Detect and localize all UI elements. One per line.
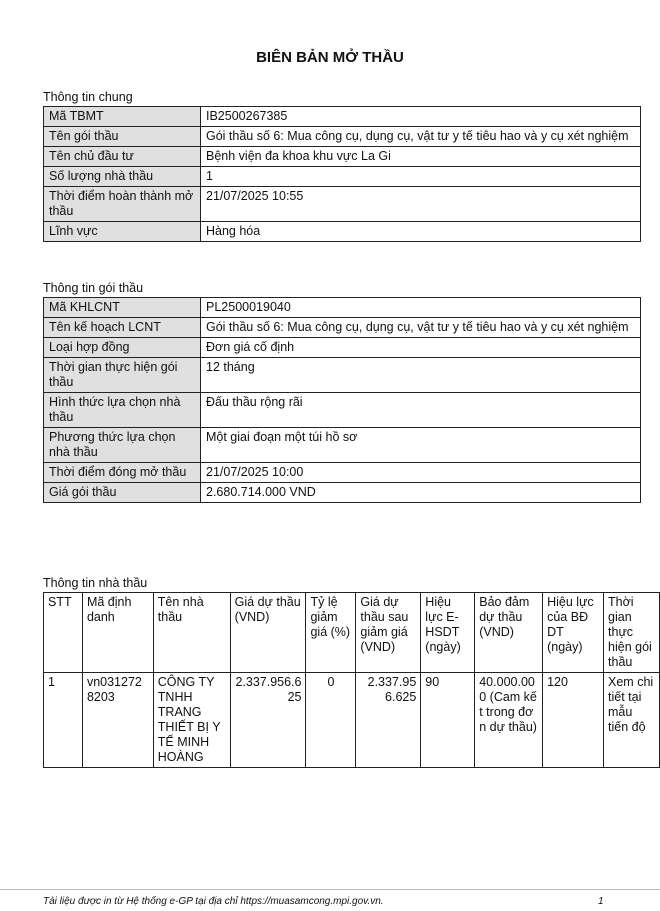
table-row	[44, 107, 641, 127]
table-row	[44, 298, 641, 318]
document-title: BIÊN BẢN MỞ THẦU	[256, 49, 404, 66]
row-label: Tên kế hoạch LCNT	[44, 318, 201, 338]
table-row	[44, 338, 641, 358]
column-header: Hiệu lực E-HSDT (ngày)	[421, 593, 475, 673]
row-label: Mã TBMT	[44, 107, 201, 127]
package-info-table	[43, 297, 641, 503]
row-value: Hàng hóa	[201, 222, 641, 242]
table-row	[44, 147, 641, 167]
row-label: Hình thức lựa chọn nhà thầu	[44, 393, 201, 428]
row-value: Đấu thầu rộng rãi	[201, 393, 641, 428]
row-value: Gói thầu số 6: Mua công cụ, dụng cụ, vật tư y tế tiêu hao và y cụ xét nghiệm	[201, 127, 641, 147]
table-row	[44, 127, 641, 147]
row-label: Tên chủ đầu tư	[44, 147, 201, 167]
table-row	[44, 463, 641, 483]
column-header: Tên nhà thầu	[153, 593, 230, 673]
table-row	[44, 393, 641, 428]
table-cell: 40.000.000 (Cam kết trong đơn dự thầu)	[475, 673, 543, 768]
table-row	[44, 187, 641, 222]
row-value: PL2500019040	[201, 298, 641, 318]
table-row	[44, 222, 641, 242]
column-header: Thời gian thực hiện gói thầu	[604, 593, 660, 673]
column-header: Bảo đảm dự thầu (VND)	[475, 593, 543, 673]
table-cell: 2.337.956.625	[356, 673, 421, 768]
footer-divider	[0, 889, 660, 890]
table-cell: 2.337.956.625	[230, 673, 306, 768]
column-header: Hiệu lực của BĐ DT (ngày)	[543, 593, 604, 673]
table-cell: CÔNG TY TNHH TRANG THIẾT BỊ Y TẾ MINH HOÀNG	[153, 673, 230, 768]
column-header: Giá dự thầu sau giảm giá (VND)	[356, 593, 421, 673]
table-cell: Xem chi tiết tại mẫu tiến độ	[604, 673, 660, 768]
column-header: Tỷ lệ giảm giá (%)	[306, 593, 356, 673]
package-info-heading: Thông tin gói thầu	[43, 281, 144, 295]
row-value: 1	[201, 167, 641, 187]
row-label: Số lượng nhà thầu	[44, 167, 201, 187]
column-header: STT	[44, 593, 83, 673]
footer-text: Tài liệu được in từ Hệ thống e-GP tại địa chỉ https://muasamcong.mpi.gov.vn.	[43, 896, 384, 907]
row-label: Phương thức lựa chọn nhà thầu	[44, 428, 201, 463]
table-cell: 0	[306, 673, 356, 768]
table-cell: 1	[44, 673, 83, 768]
row-value: 21/07/2025 10:00	[201, 463, 641, 483]
table-row	[44, 673, 660, 768]
bidder-table	[43, 592, 660, 768]
row-value: Bệnh viện đa khoa khu vực La Gi	[201, 147, 641, 167]
row-label: Thời điểm đóng mở thầu	[44, 463, 201, 483]
row-label: Thời gian thực hiện gói thầu	[44, 358, 201, 393]
general-info-heading: Thông tin chung	[43, 90, 133, 104]
general-info-table	[43, 106, 641, 242]
row-value: Đơn giá cố định	[201, 338, 641, 358]
row-value: 12 tháng	[201, 358, 641, 393]
table-cell: vn0312728203	[82, 673, 153, 768]
column-header: Mã định danh	[82, 593, 153, 673]
table-row	[44, 318, 641, 338]
table-row	[44, 358, 641, 393]
row-label: Lĩnh vực	[44, 222, 201, 242]
row-label: Giá gói thầu	[44, 483, 201, 503]
table-row	[44, 167, 641, 187]
table-header-row	[44, 593, 660, 673]
page-number: 1	[598, 896, 604, 907]
table-cell: 120	[543, 673, 604, 768]
row-label: Tên gói thầu	[44, 127, 201, 147]
table-cell: 90	[421, 673, 475, 768]
row-value: 21/07/2025 10:55	[201, 187, 641, 222]
row-value: IB2500267385	[201, 107, 641, 127]
row-label: Thời điểm hoàn thành mở thầu	[44, 187, 201, 222]
bidder-info-heading: Thông tin nhà thầu	[43, 576, 148, 590]
table-row	[44, 428, 641, 463]
table-row	[44, 483, 641, 503]
column-header: Giá dự thầu (VND)	[230, 593, 306, 673]
row-label: Mã KHLCNT	[44, 298, 201, 318]
row-value: Gói thầu số 6: Mua công cụ, dụng cụ, vật tư y tế tiêu hao và y cụ xét nghiệm	[201, 318, 641, 338]
row-label: Loại hợp đồng	[44, 338, 201, 358]
row-value: Một giai đoạn một túi hồ sơ	[201, 428, 641, 463]
row-value: 2.680.714.000 VND	[201, 483, 641, 503]
